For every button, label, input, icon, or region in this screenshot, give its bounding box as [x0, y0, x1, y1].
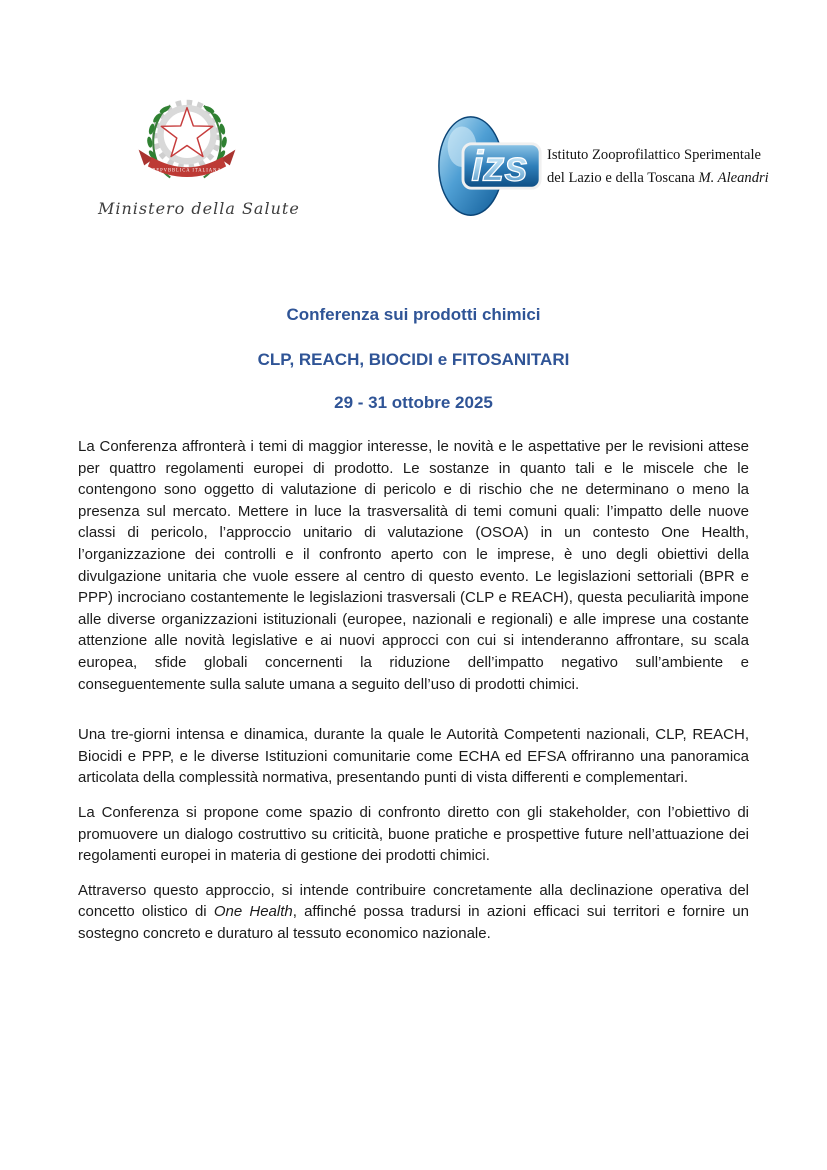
- izs-logo-icon: [436, 110, 544, 224]
- ministero-salute-caption: Ministero della Salute: [98, 199, 300, 218]
- body-text: [78, 436, 749, 957]
- izs-acronym: izs: [471, 142, 528, 190]
- paragraph-1: La Conferenza affronterà i temi di maggior interesse, le novità e le aspettative per le revisioni attese per quattro regolamenti europei di prodotto. Le sostanze in quanto tali e le miscele che le contengono sono oggetto di valutazione di pericolo e di rischio che ne determinano o meno la presenza sul mercato. Mettere in luce la trasversalità di temi comuni quali: l’impatto delle nuove classi di pericolo, l’approccio unitario di valutazione (OSOA) in un contesto One Health, l’organizzazione dei controlli e il confronto aperto con le imprese, è uno degli obiettivi della divulgazione unitaria che vuole essere al centro di questo evento. Le legislazioni settoriali (BPR e PPP) incrociano costantemente le legislazioni trasversali (CLP e REACH), questa peculiarità impone alle diverse organizzazioni istituzionali (europee, nazionali e regionali) e alle imprese una costante attenzione alle novità legislative e ai nuovi approcci con cui si intenderanno affrontare, su scala europea, sfide globali concernenti la riduzione dell’impatto negativo sull’ambiente e conseguentemente sulla salute umana a seguito dell’uso di prodotti chimici.: [78, 438, 749, 693]
- conference-subtitle: CLP, REACH, BIOCIDI e FITOSANITARI: [257, 350, 570, 369]
- italian-republic-emblem-icon: [131, 90, 243, 198]
- izs-logo-text: [547, 144, 769, 190]
- izs-text-line2-italic: M. Aleandri: [698, 170, 769, 186]
- paragraph-4: Attraverso questo approccio, si intende contribuire concretamente alla declinazione operativa del concetto olistico di One Health, affinché possa tradursi in azioni efficaci sui territori e fornire un sostegno concreto e duraturo al tessuto economico nazionale.: [78, 881, 749, 942]
- paragraph-2: Una tre-giorni intensa e dinamica, durante la quale le Autorità Competenti nazionali, CLP, REACH, Biocidi e PPP, e le diverse Istituzioni comunitarie come ECHA ed EFSA offriranno una panoramica articolata della complessità normativa, presentando punti di vista differenti e complementari.: [78, 726, 749, 787]
- conference-title: Conferenza sui prodotti chimici: [286, 305, 541, 324]
- emblem-ribbon-text: REPVBBLICA ITALIANA: [152, 168, 222, 174]
- one-health-italic: One Health: [213, 903, 293, 921]
- izs-logo: [436, 110, 769, 224]
- conference-dates: 29 - 31 ottobre 2025: [334, 393, 493, 412]
- ministero-salute-logo: [98, 90, 300, 218]
- paragraph-3: La Conferenza si propone come spazio di confronto diretto con gli stakeholder, con l’obiettivo di promuovere un dialogo costruttivo su criticità, buone pratiche e prospettive future nell’attuazione dei regolamenti europei in materia di gestione dei prodotti chimici.: [78, 803, 749, 865]
- izs-text-line2: del Lazio e della Toscana M. Aleandri: [547, 170, 769, 186]
- title-block: [0, 304, 827, 414]
- izs-text-line1: Istituto Zooprofilattico Sperimentale: [547, 147, 761, 163]
